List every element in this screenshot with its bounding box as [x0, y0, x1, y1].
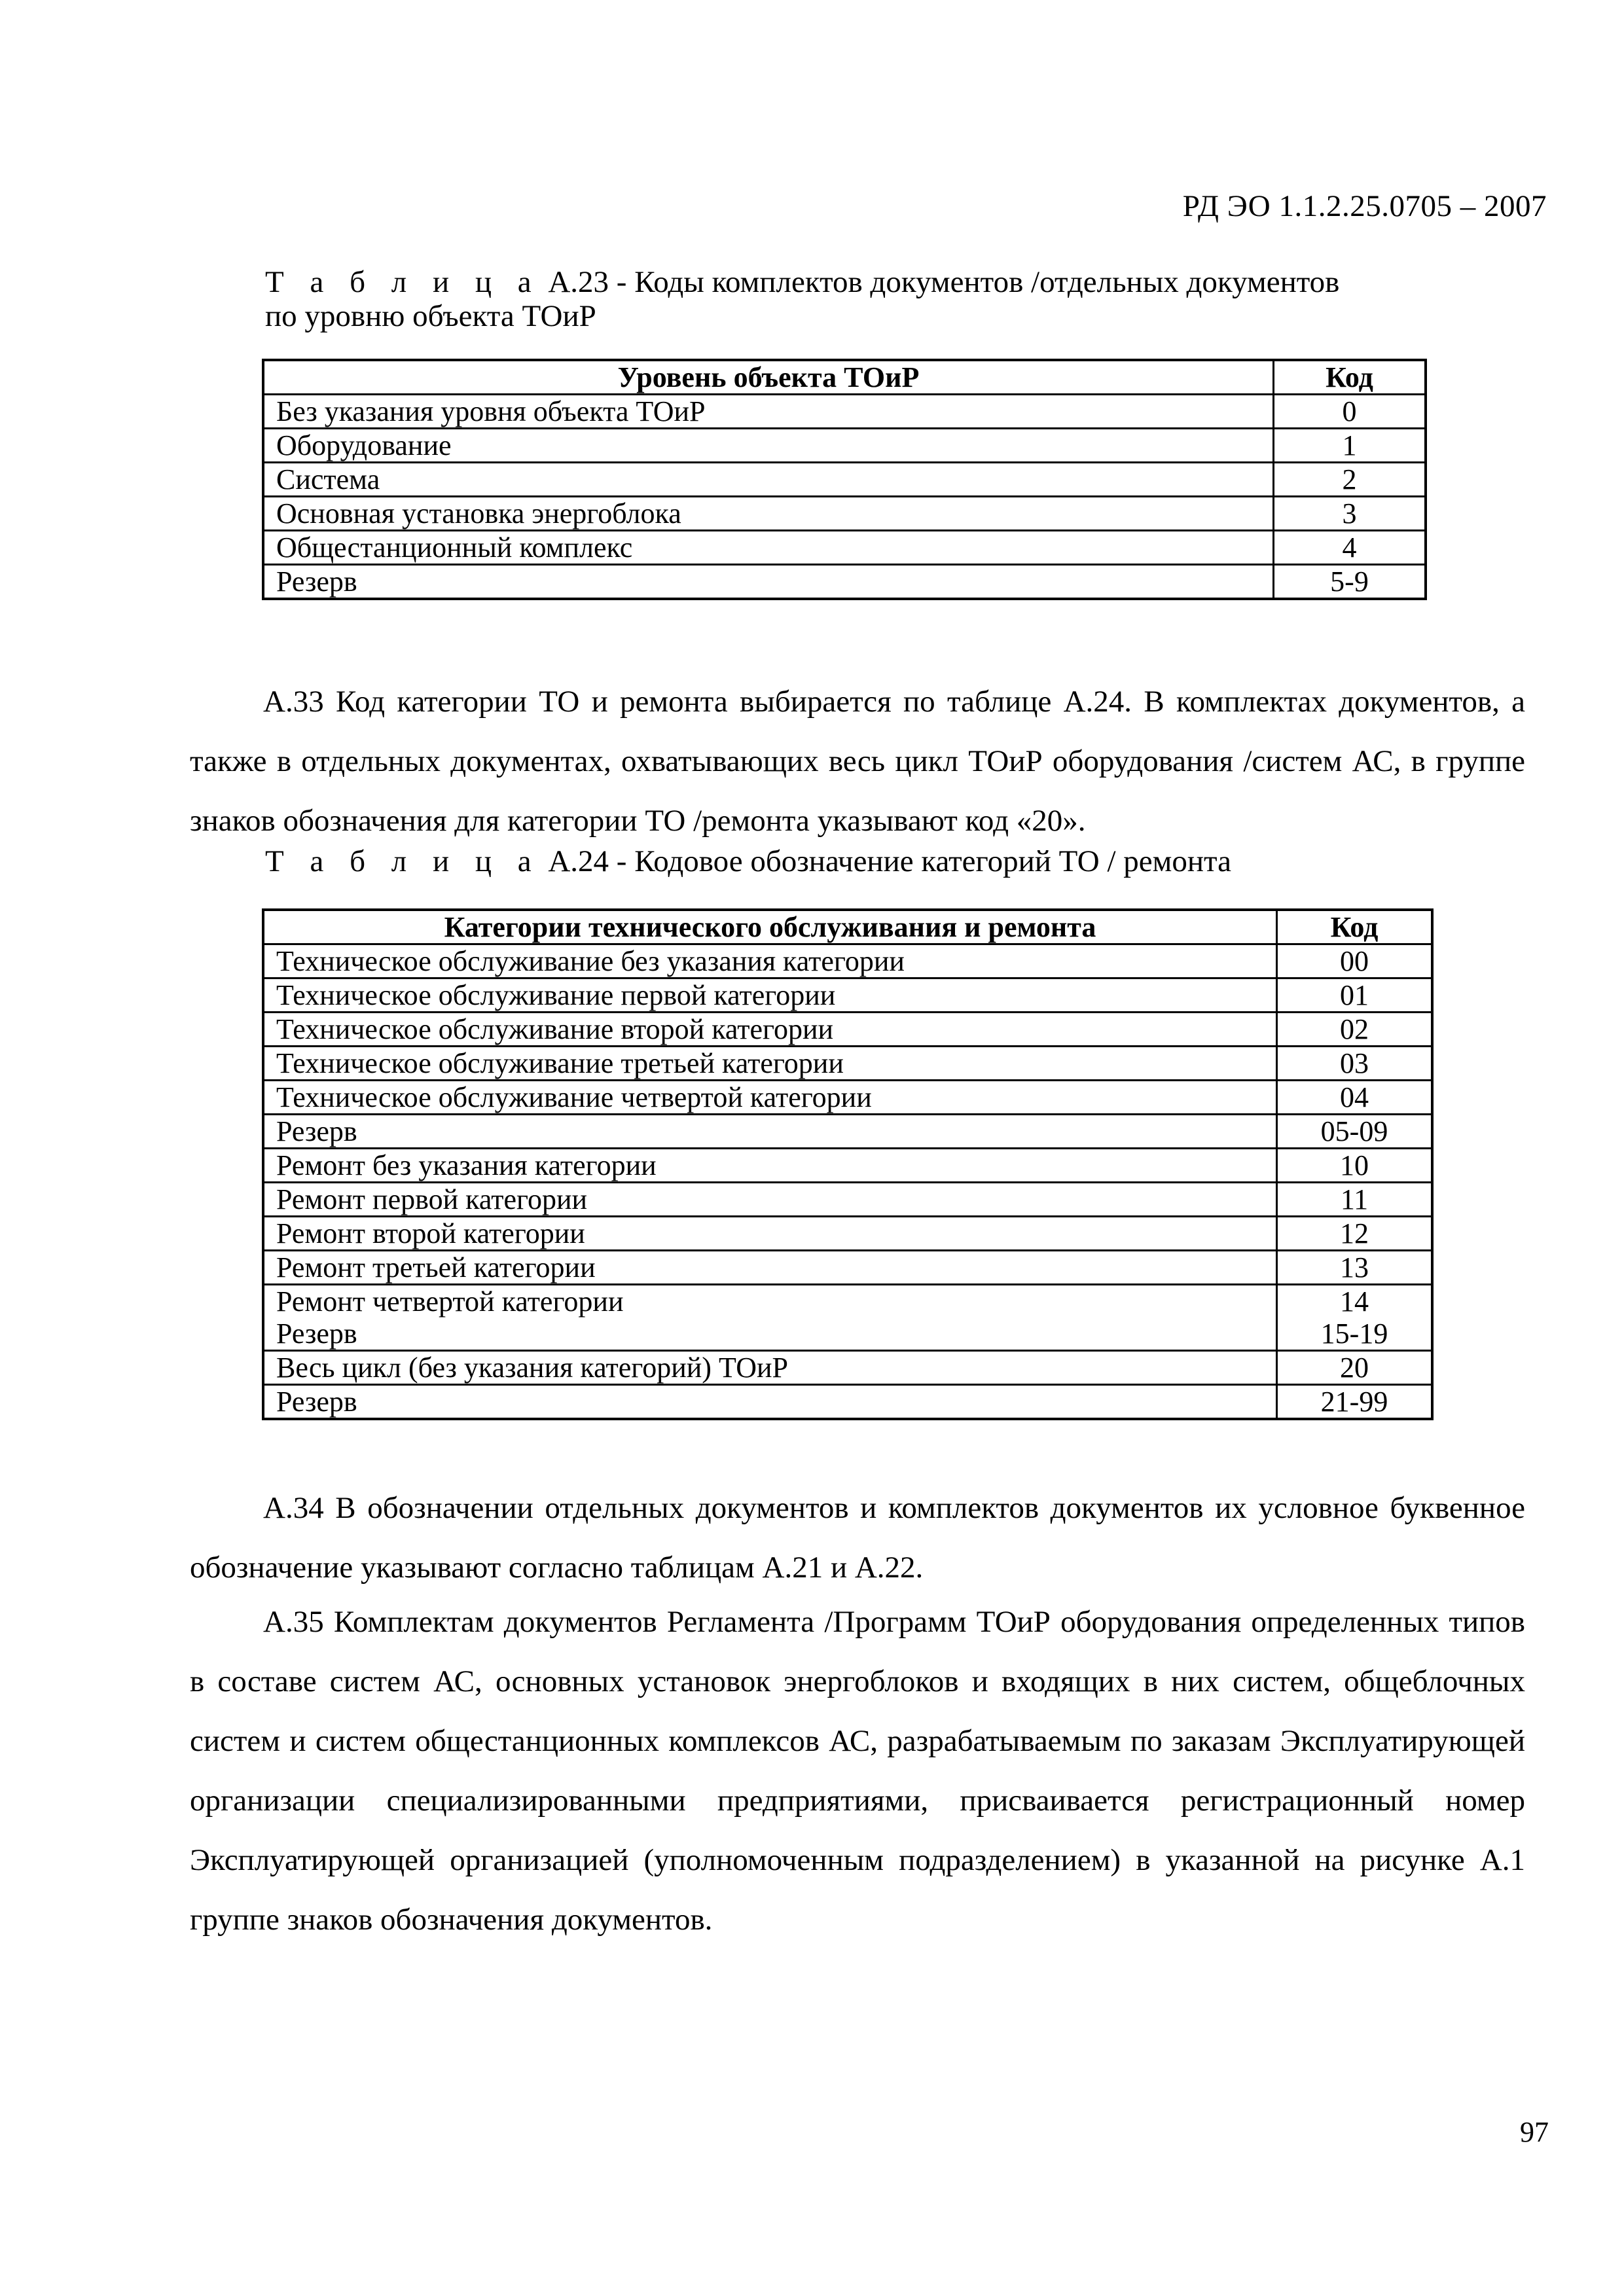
code-cell: 0 — [1274, 395, 1426, 429]
table-title: А.24 - Кодовое обозначение категорий ТО / ремонта — [540, 844, 1231, 878]
column-header: Уровень объекта ТОиР — [263, 360, 1274, 395]
code-cell: 21-99 — [1277, 1385, 1433, 1420]
category-cell: Техническое обслуживание без указания категории — [263, 944, 1277, 978]
table-title-line2: по уровню объекта ТОиР — [265, 299, 596, 333]
table-row — [263, 497, 1426, 531]
code-cell: 13 — [1277, 1251, 1433, 1285]
category-cell — [263, 1285, 1277, 1351]
table-row — [263, 429, 1426, 463]
code-label: 14 — [1340, 1285, 1369, 1318]
code-cell — [1277, 1285, 1433, 1351]
code-cell: 5-9 — [1274, 565, 1426, 600]
table-row — [263, 1183, 1432, 1217]
category-cell: Ремонт второй категории — [263, 1217, 1277, 1251]
table-row — [263, 1115, 1432, 1149]
table-row — [263, 1217, 1432, 1251]
table-row — [263, 1385, 1432, 1420]
table-row — [263, 1351, 1432, 1385]
table-label: Т а б л и ц а — [265, 265, 541, 299]
table-a23 — [262, 359, 1427, 600]
category-cell: Техническое обслуживание второй категории — [263, 1013, 1277, 1047]
column-header: Код — [1274, 360, 1426, 395]
category-cell: Ремонт третьей категории — [263, 1251, 1277, 1285]
table-header-row — [263, 360, 1426, 395]
table-row — [263, 1251, 1432, 1285]
table-row — [263, 978, 1432, 1013]
table-row — [263, 395, 1426, 429]
code-cell: 3 — [1274, 497, 1426, 531]
code-cell: 4 — [1274, 531, 1426, 565]
paragraph-a34: А.34 В обозначении отдельных документов и комплектов документов их условное буквенное обозначение указывают согласно таблицам А.21 и А.22. — [190, 1491, 1525, 1585]
level-cell: Без указания уровня объекта ТОиР — [263, 395, 1274, 429]
code-cell: 01 — [1277, 978, 1433, 1013]
level-cell: Общестанционный комплекс — [263, 531, 1274, 565]
table-row — [263, 565, 1426, 600]
document-code: РД ЭО 1.1.2.25.0705 – 2007 — [1182, 189, 1547, 223]
code-cell: 04 — [1277, 1081, 1433, 1115]
level-cell: Оборудование — [263, 429, 1274, 463]
level-cell: Система — [263, 463, 1274, 497]
table-row-merged — [263, 1285, 1432, 1351]
table-row — [263, 1081, 1432, 1115]
category-cell: Техническое обслуживание третьей категории — [263, 1047, 1277, 1081]
category-cell: Ремонт первой категории — [263, 1183, 1277, 1217]
page-number: 97 — [1520, 2116, 1549, 2148]
table-label: Т а б л и ц а — [265, 844, 541, 878]
column-header: Категории технического обслуживания и ремонта — [263, 910, 1277, 944]
table-row — [263, 463, 1426, 497]
table-row — [263, 1149, 1432, 1183]
column-header: Код — [1277, 910, 1433, 944]
code-cell: 12 — [1277, 1217, 1433, 1251]
category-cell: Весь цикл (без указания категорий) ТОиР — [263, 1351, 1277, 1385]
category-cell: Техническое обслуживание четвертой категории — [263, 1081, 1277, 1115]
table-a23-caption — [265, 265, 1339, 333]
table-row — [263, 531, 1426, 565]
category-label: Ремонт четвертой категории — [276, 1285, 624, 1318]
paragraph-a33: А.33 Код категории ТО и ремонта выбирается по таблице А.24. В комплектах документов, а также в отдельных документах, охватывающих весь цикл ТОиР оборудования /систем АС, в группе знаков обозначения для категории ТО /ремонта указывают код «20». — [190, 685, 1525, 838]
table-header-row — [263, 910, 1432, 944]
code-cell: 1 — [1274, 429, 1426, 463]
code-cell: 00 — [1277, 944, 1433, 978]
category-cell: Резерв — [263, 1115, 1277, 1149]
table-a24 — [262, 908, 1434, 1420]
table-row — [263, 1047, 1432, 1081]
paragraph-a35: А.35 Комплектам документов Регламента /Программ ТОиР оборудования определенных типов в составе систем АС, основных установок энергоблоков и входящих в них систем, общеблочных систем и систем общестанционных комплексов АС, разрабатываемым по заказам Эксплуатирующей организации специализированными предприятиями, присваивается регистрационный номер Эксплуатирующей организацией (уполномоченным подразделением) в указанной на рисунке А.1 группе знаков обозначения документов. — [190, 1605, 1525, 1937]
code-label: 15-19 — [1320, 1318, 1388, 1350]
category-label: Резерв — [276, 1318, 357, 1350]
code-cell: 10 — [1277, 1149, 1433, 1183]
code-cell: 03 — [1277, 1047, 1433, 1081]
code-cell: 20 — [1277, 1351, 1433, 1385]
table-a24-caption — [265, 844, 1231, 878]
code-cell: 02 — [1277, 1013, 1433, 1047]
level-cell: Резерв — [263, 565, 1274, 600]
table-row — [263, 944, 1432, 978]
category-cell: Резерв — [263, 1385, 1277, 1420]
category-cell: Ремонт без указания категории — [263, 1149, 1277, 1183]
table-row — [263, 1013, 1432, 1047]
code-cell: 05-09 — [1277, 1115, 1433, 1149]
code-cell: 11 — [1277, 1183, 1433, 1217]
code-cell: 2 — [1274, 463, 1426, 497]
category-cell: Техническое обслуживание первой категории — [263, 978, 1277, 1013]
table-title: А.23 - Коды комплектов документов /отдельных документов — [540, 265, 1340, 299]
level-cell: Основная установка энергоблока — [263, 497, 1274, 531]
